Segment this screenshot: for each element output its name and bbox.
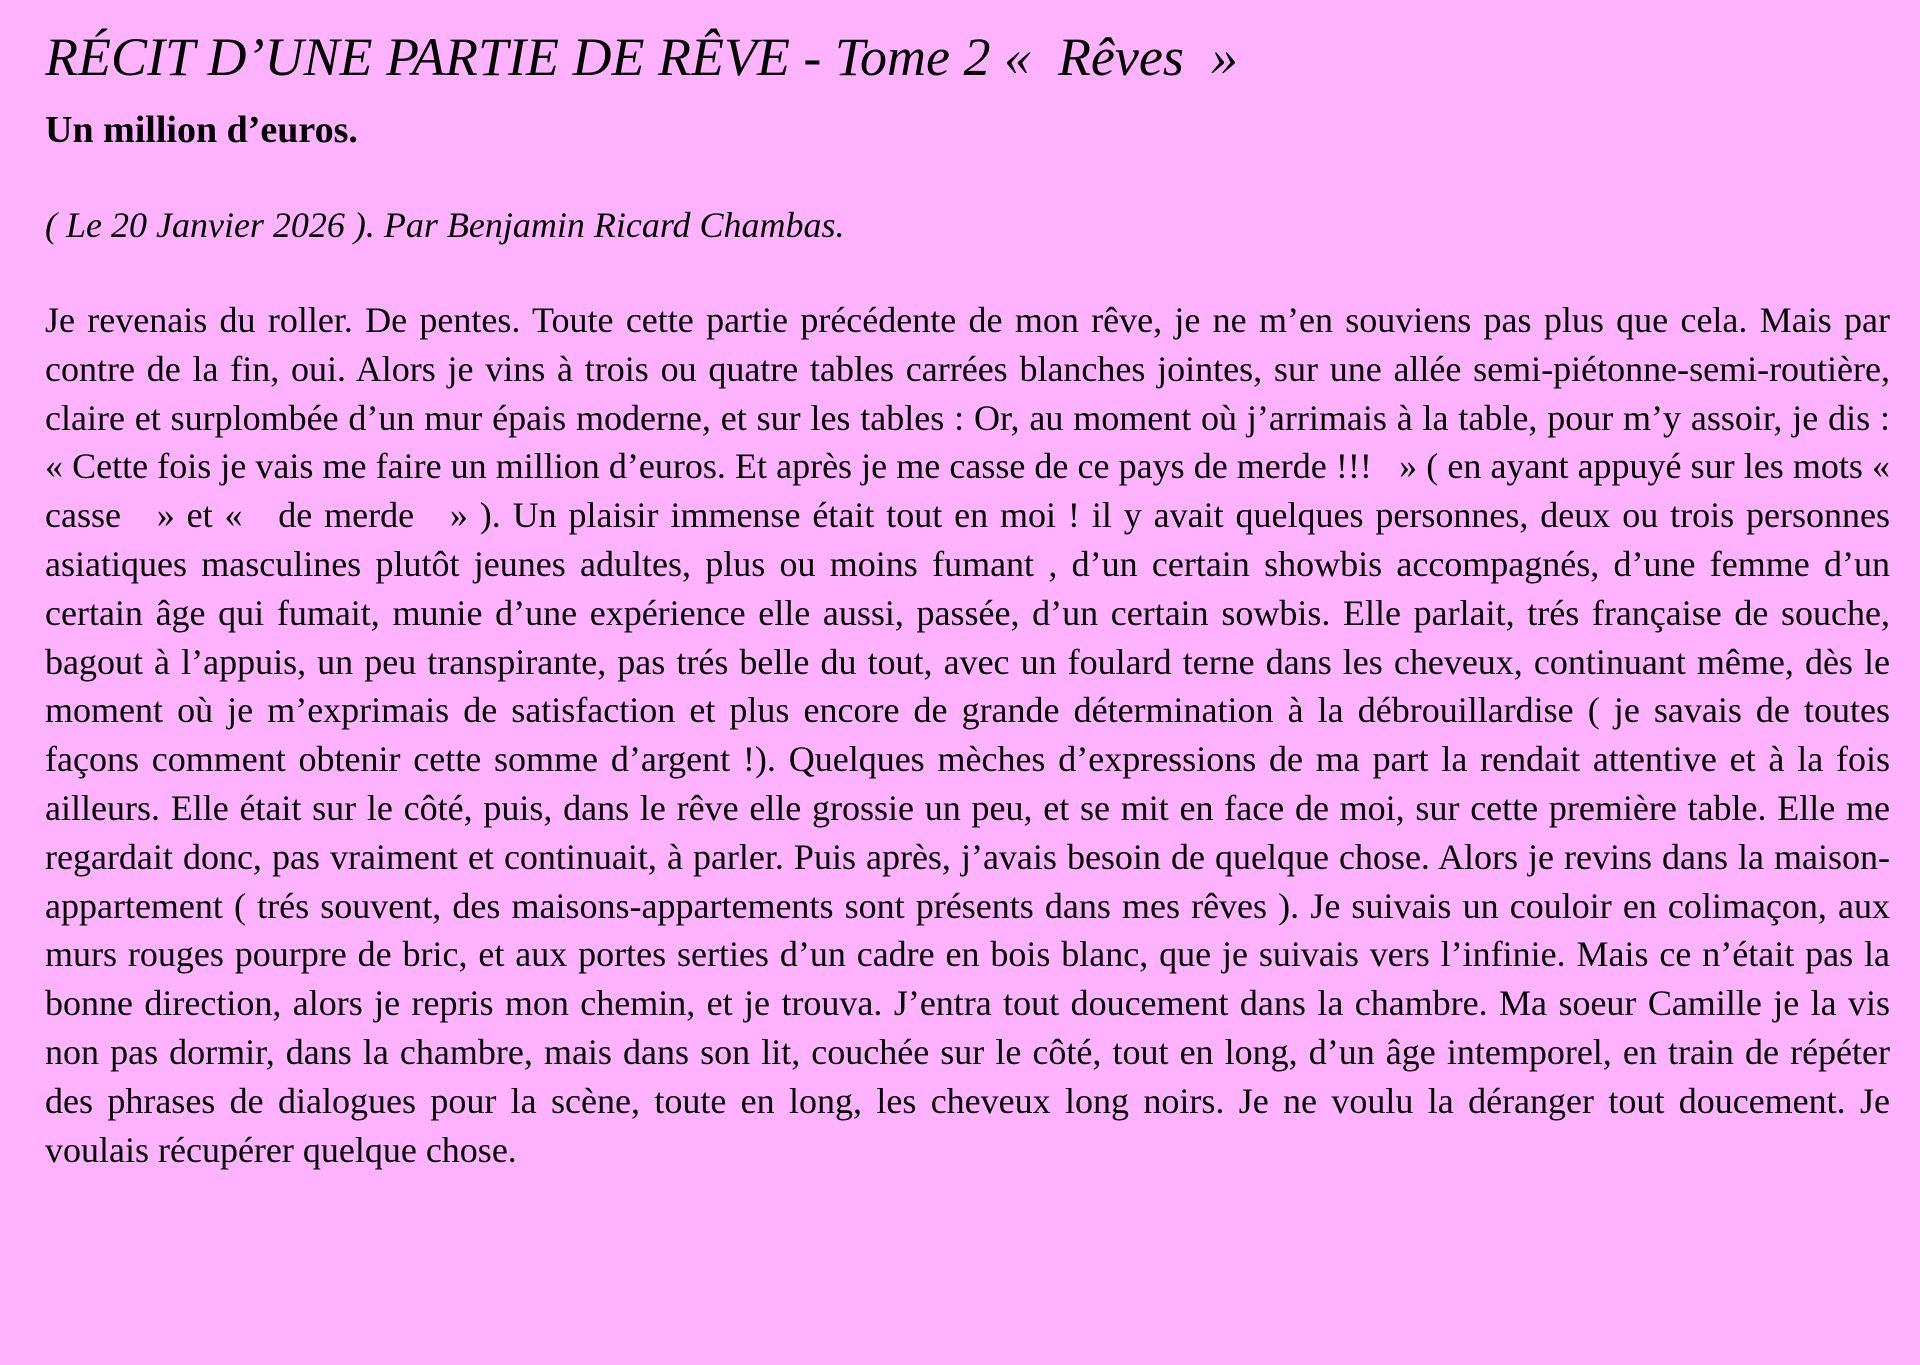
document-title: RÉCIT D’UNE PARTIE DE RÊVE - Tome 2 « Rêves » — [45, 27, 1238, 87]
chapter-title: Un million d’euros. — [45, 109, 358, 151]
date-author-line: ( Le 20 Janvier 2026 ). Par Benjamin Ricard Chambas. — [45, 205, 845, 245]
story-paragraph: Je revenais du roller. De pentes. Toute cette partie précédente de mon rêve, je ne m’en souviens pas plus que cela. Mais par contre de la fin, oui. Alors je vins à trois ou quatre tables carrées blanches jointes, sur une allée semi-piétonne-semi-routière, claire et surplombée d’un mur épais moderne, et sur les tables : Or, au moment où j’arrimais à la table, pour m’y assoir, je dis : « Cette fois je vais me faire un million d’euros. Et après je me casse de ce pays de merde !!! » ( en ayant appuyé sur les mots « casse » et « de merde » ). Un plaisir immense était tout en moi ! il y avait quelques personnes, deux ou trois personnes asiatiques masculines plutôt jeunes adultes, plus ou moins fumant , d’un certain showbis accompagnés, d’une femme d’un certain âge qui fumait, munie d’une expérience elle aussi, passée, d’un certain sowbis. Elle parlait, trés française de souche, bagout à l’appuis, un peu transpirante, pas trés belle du tout, avec un foulard terne dans les cheveux, continuant même, dès le moment où je m’exprimais de satisfaction et plus encore de grande détermination à la débrouillardise ( je savais de toutes façons comment obtenir cette somme d’argent !). Quelques mèches d’expressions de ma part la rendait attentive et à la fois ailleurs. Elle était sur le côté, puis, dans le rêve elle grossie un peu, et se mit en face de moi, sur cette première table. Elle me regardait donc, pas vraiment et continuait, à parler. Puis après, j’avais besoin de quelque chose. Alors je revins dans la maison-appartement ( trés souvent, des maisons-appartements sont présents dans mes rêves ). Je suivais un couloir en colimaçon, aux murs rouges pourpre de bric, et aux portes serties d’un cadre en bois blanc, que je suivais vers l’infinie. Mais ce n’était pas la bonne direction, alors je repris mon chemin, et je trouva. J’entra tout doucement dans la chambre. Ma soeur Camille je la vis non pas dormir, dans la chambre, mais dans son lit, couchée sur le côté, tout en long, d’un âge intemporel, en train de répéter des phrases de dialogues pour la scène, toute en long, les cheveux long noirs. Je ne voulu la déranger tout doucement. Je voulais récupérer quelque chose. — [45, 300, 1917, 1170]
